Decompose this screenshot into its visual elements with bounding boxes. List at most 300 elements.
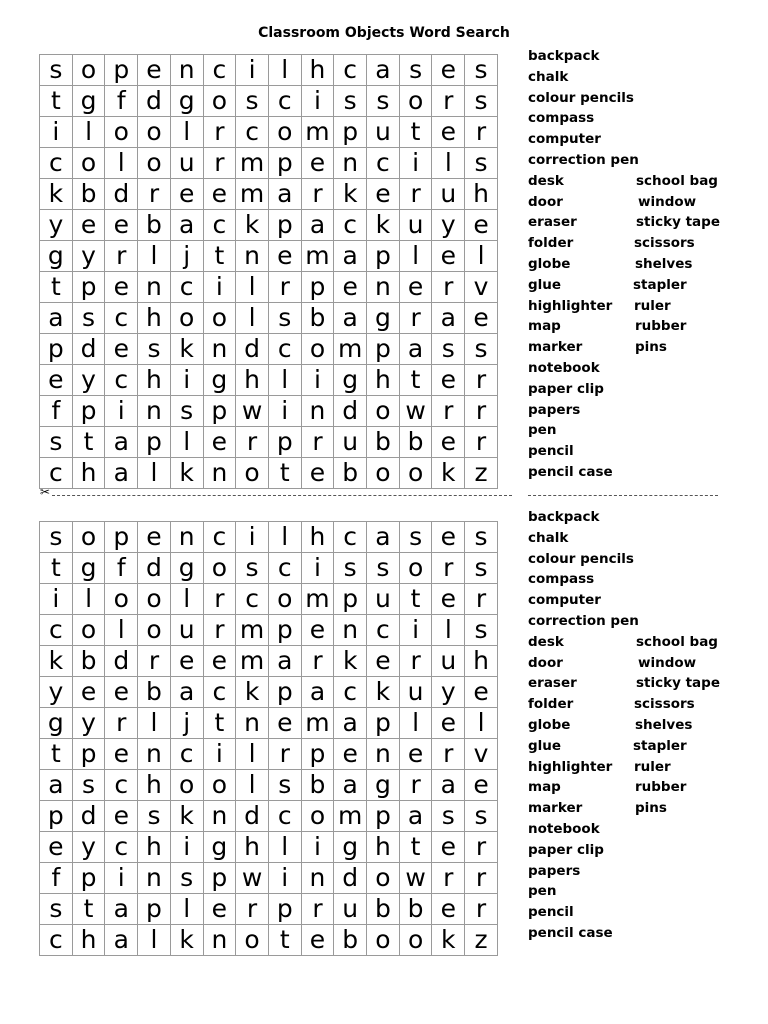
- grid-cell: p: [72, 739, 105, 770]
- grid-row: [40, 739, 498, 770]
- word-item: compass: [528, 571, 595, 588]
- grid-cell: m: [236, 615, 269, 646]
- word-item: marker: [528, 800, 583, 817]
- grid-cell: s: [334, 553, 367, 584]
- grid-cell: m: [301, 241, 334, 272]
- grid-cell: l: [399, 708, 432, 739]
- grid-cell: o: [170, 303, 203, 334]
- grid-cell: i: [301, 86, 334, 117]
- grid-cell: l: [236, 303, 269, 334]
- grid-cell: r: [432, 739, 465, 770]
- grid-cell: d: [72, 801, 105, 832]
- grid-cell: e: [268, 241, 301, 272]
- grid-cell: c: [334, 677, 367, 708]
- grid-cell: o: [105, 117, 138, 148]
- grid-cell: e: [105, 334, 138, 365]
- grid-cell: m: [334, 801, 367, 832]
- grid-cell: e: [203, 646, 236, 677]
- word-item: pins: [635, 800, 667, 817]
- word-item: papers: [528, 862, 581, 879]
- word-item: pencil case: [528, 464, 613, 480]
- grid-cell: e: [203, 427, 236, 458]
- grid-cell: k: [432, 925, 465, 956]
- word-item: paper clip: [528, 380, 604, 397]
- grid-cell: c: [203, 55, 236, 86]
- word-item: computer: [528, 131, 601, 148]
- grid-cell: t: [40, 553, 73, 584]
- word-item: glue: [528, 737, 562, 754]
- word-item: desk: [528, 633, 564, 650]
- grid-cell: n: [138, 272, 171, 303]
- grid-cell: h: [138, 832, 171, 863]
- grid-cell: e: [432, 427, 465, 458]
- grid-cell: l: [138, 925, 171, 956]
- grid-cell: a: [105, 458, 138, 489]
- grid-cell: v: [465, 739, 498, 770]
- grid-cell: n: [301, 396, 334, 427]
- word-item: correction pen: [528, 613, 639, 629]
- word-item: rubber: [635, 779, 687, 796]
- grid-cell: w: [236, 863, 269, 894]
- grid-cell: r: [465, 427, 498, 458]
- grid-cell: n: [203, 925, 236, 956]
- grid-cell: r: [268, 272, 301, 303]
- grid-cell: o: [399, 553, 432, 584]
- grid-cell: k: [40, 646, 73, 677]
- grid-row: [40, 770, 498, 801]
- word-item: globe: [528, 256, 571, 272]
- grid-cell: c: [268, 86, 301, 117]
- grid-cell: t: [203, 241, 236, 272]
- grid-cell: g: [367, 770, 400, 801]
- grid-cell: r: [432, 272, 465, 303]
- grid-cell: s: [268, 770, 301, 801]
- grid-cell: r: [105, 708, 138, 739]
- grid-cell: p: [138, 427, 171, 458]
- grid-cell: r: [138, 179, 171, 210]
- grid-cell: e: [334, 272, 367, 303]
- grid-cell: p: [334, 117, 367, 148]
- grid-cell: p: [40, 334, 73, 365]
- grid-cell: e: [138, 522, 171, 553]
- grid-cell: k: [236, 677, 269, 708]
- grid-cell: l: [268, 55, 301, 86]
- word-item: backpack: [528, 509, 600, 525]
- grid-cell: s: [72, 770, 105, 801]
- grid-cell: g: [72, 553, 105, 584]
- grid-cell: h: [138, 303, 171, 334]
- grid-cell: c: [334, 210, 367, 241]
- grid-cell: n: [367, 272, 400, 303]
- grid-cell: g: [203, 365, 236, 396]
- grid-cell: p: [105, 55, 138, 86]
- grid-cell: c: [105, 303, 138, 334]
- grid-cell: a: [170, 677, 203, 708]
- word-item: highlighter: [528, 297, 613, 314]
- grid-row: [40, 584, 498, 615]
- grid-cell: b: [301, 303, 334, 334]
- grid-cell: c: [236, 117, 269, 148]
- grid-cell: k: [334, 179, 367, 210]
- grid-cell: e: [72, 677, 105, 708]
- grid-cell: a: [40, 770, 73, 801]
- grid-row: [40, 55, 498, 86]
- grid-cell: s: [236, 553, 269, 584]
- grid-cell: n: [301, 863, 334, 894]
- grid-cell: a: [268, 179, 301, 210]
- grid-cell: r: [432, 86, 465, 117]
- grid-cell: k: [236, 210, 269, 241]
- word-item: school bag: [636, 633, 718, 650]
- grid-cell: l: [432, 148, 465, 179]
- grid-cell: w: [236, 396, 269, 427]
- grid-cell: l: [432, 615, 465, 646]
- grid-cell: e: [432, 708, 465, 739]
- grid-cell: s: [236, 86, 269, 117]
- grid-cell: t: [268, 925, 301, 956]
- grid-cell: t: [40, 86, 73, 117]
- grid-cell: d: [105, 179, 138, 210]
- grid-cell: e: [465, 210, 498, 241]
- grid-cell: r: [399, 303, 432, 334]
- grid-cell: e: [432, 241, 465, 272]
- grid-cell: e: [432, 522, 465, 553]
- word-item: door: [528, 654, 563, 671]
- grid-cell: l: [170, 427, 203, 458]
- grid-cell: n: [170, 522, 203, 553]
- grid-cell: h: [301, 522, 334, 553]
- grid-cell: r: [465, 832, 498, 863]
- grid-cell: m: [301, 117, 334, 148]
- grid-cell: s: [465, 522, 498, 553]
- grid-row: [40, 334, 498, 365]
- grid-cell: m: [301, 708, 334, 739]
- grid-cell: h: [465, 646, 498, 677]
- grid-cell: d: [236, 334, 269, 365]
- grid-cell: v: [465, 272, 498, 303]
- word-item: correction pen: [528, 152, 639, 168]
- word-item: paper clip: [528, 841, 604, 858]
- dashed-divider: [528, 495, 718, 496]
- grid-cell: u: [334, 894, 367, 925]
- grid-cell: b: [138, 677, 171, 708]
- grid-cell: p: [268, 615, 301, 646]
- grid-cell: e: [367, 179, 400, 210]
- grid-cell: o: [367, 458, 400, 489]
- grid-cell: h: [367, 365, 400, 396]
- grid-cell: o: [138, 117, 171, 148]
- word-search-grid: [39, 54, 498, 489]
- grid-cell: y: [40, 677, 73, 708]
- grid-cell: i: [301, 553, 334, 584]
- grid-cell: o: [170, 770, 203, 801]
- grid-cell: p: [301, 739, 334, 770]
- grid-cell: r: [236, 427, 269, 458]
- grid-row: [40, 210, 498, 241]
- grid-cell: g: [170, 86, 203, 117]
- grid-cell: o: [367, 863, 400, 894]
- grid-cell: n: [138, 396, 171, 427]
- grid-cell: p: [367, 801, 400, 832]
- grid-cell: l: [268, 832, 301, 863]
- grid-cell: l: [268, 522, 301, 553]
- grid-cell: r: [236, 894, 269, 925]
- grid-cell: s: [40, 55, 73, 86]
- grid-cell: r: [465, 584, 498, 615]
- grid-cell: z: [465, 925, 498, 956]
- grid-cell: p: [367, 708, 400, 739]
- grid-cell: g: [334, 365, 367, 396]
- word-item: door: [528, 193, 563, 210]
- grid-cell: r: [203, 584, 236, 615]
- grid-cell: s: [399, 522, 432, 553]
- grid-row: [40, 615, 498, 646]
- grid-cell: e: [72, 210, 105, 241]
- grid-cell: d: [138, 553, 171, 584]
- grid-cell: o: [268, 584, 301, 615]
- grid-cell: p: [40, 801, 73, 832]
- grid-cell: c: [268, 553, 301, 584]
- word-item: colour pencils: [528, 89, 634, 106]
- grid-cell: s: [465, 86, 498, 117]
- grid-cell: e: [203, 894, 236, 925]
- grid-cell: s: [138, 334, 171, 365]
- grid-cell: e: [170, 646, 203, 677]
- word-item: school bag: [636, 172, 718, 189]
- grid-cell: l: [236, 272, 269, 303]
- grid-cell: p: [72, 396, 105, 427]
- grid-row: [40, 86, 498, 117]
- grid-row: [40, 458, 498, 489]
- grid-cell: g: [367, 303, 400, 334]
- grid-cell: e: [432, 584, 465, 615]
- grid-cell: e: [105, 210, 138, 241]
- grid-cell: w: [399, 396, 432, 427]
- grid-cell: n: [334, 148, 367, 179]
- word-item: pencil: [528, 443, 574, 460]
- grid-cell: i: [236, 55, 269, 86]
- grid-cell: b: [334, 458, 367, 489]
- grid-cell: c: [268, 801, 301, 832]
- grid-cell: r: [399, 770, 432, 801]
- grid-cell: j: [170, 241, 203, 272]
- grid-cell: o: [399, 86, 432, 117]
- grid-cell: o: [203, 770, 236, 801]
- grid-cell: o: [301, 334, 334, 365]
- grid-row: [40, 677, 498, 708]
- grid-cell: i: [40, 584, 73, 615]
- grid-cell: l: [399, 241, 432, 272]
- grid-cell: f: [40, 863, 73, 894]
- grid-cell: c: [40, 615, 73, 646]
- grid-row: [40, 925, 498, 956]
- grid-cell: c: [203, 210, 236, 241]
- grid-cell: u: [367, 584, 400, 615]
- grid-cell: s: [72, 303, 105, 334]
- grid-cell: e: [367, 646, 400, 677]
- grid-cell: c: [334, 55, 367, 86]
- grid-cell: t: [40, 272, 73, 303]
- grid-cell: c: [367, 148, 400, 179]
- grid-cell: o: [72, 522, 105, 553]
- grid-row: [40, 303, 498, 334]
- grid-cell: r: [268, 739, 301, 770]
- grid-cell: s: [138, 801, 171, 832]
- grid-cell: n: [203, 458, 236, 489]
- grid-cell: e: [432, 55, 465, 86]
- grid-cell: m: [334, 334, 367, 365]
- grid-cell: k: [432, 458, 465, 489]
- grid-cell: p: [268, 677, 301, 708]
- grid-cell: a: [432, 303, 465, 334]
- grid-cell: i: [170, 365, 203, 396]
- grid-cell: l: [236, 739, 269, 770]
- grid-cell: j: [170, 708, 203, 739]
- grid-cell: o: [203, 86, 236, 117]
- word-item: scissors: [634, 696, 695, 713]
- grid-cell: e: [301, 458, 334, 489]
- word-item: pen: [528, 422, 557, 439]
- grid-cell: r: [203, 615, 236, 646]
- grid-cell: n: [138, 863, 171, 894]
- word-item: map: [528, 779, 561, 796]
- grid-cell: n: [236, 241, 269, 272]
- grid-cell: l: [138, 458, 171, 489]
- grid-cell: e: [105, 739, 138, 770]
- grid-cell: e: [301, 148, 334, 179]
- grid-cell: r: [203, 148, 236, 179]
- grid-cell: i: [268, 863, 301, 894]
- grid-cell: p: [72, 863, 105, 894]
- grid-cell: l: [236, 770, 269, 801]
- grid-cell: s: [367, 553, 400, 584]
- grid-cell: h: [367, 832, 400, 863]
- grid-cell: i: [203, 739, 236, 770]
- grid-row: [40, 708, 498, 739]
- grid-cell: o: [138, 148, 171, 179]
- grid-cell: d: [236, 801, 269, 832]
- word-item: ruler: [634, 758, 671, 775]
- grid-cell: u: [170, 615, 203, 646]
- grid-cell: t: [268, 458, 301, 489]
- grid-cell: b: [138, 210, 171, 241]
- grid-cell: s: [170, 863, 203, 894]
- grid-cell: a: [399, 801, 432, 832]
- grid-cell: n: [367, 739, 400, 770]
- grid-cell: k: [170, 801, 203, 832]
- grid-cell: l: [170, 584, 203, 615]
- grid-cell: e: [465, 677, 498, 708]
- grid-cell: l: [465, 708, 498, 739]
- grid-cell: d: [138, 86, 171, 117]
- grid-cell: f: [105, 86, 138, 117]
- grid-cell: l: [105, 615, 138, 646]
- grid-cell: r: [105, 241, 138, 272]
- grid-cell: s: [40, 427, 73, 458]
- grid-cell: s: [432, 801, 465, 832]
- word-item: pen: [528, 883, 557, 900]
- grid-cell: a: [334, 708, 367, 739]
- word-item: globe: [528, 717, 571, 733]
- grid-row: [40, 522, 498, 553]
- grid-cell: s: [40, 894, 73, 925]
- grid-cell: e: [432, 365, 465, 396]
- grid-cell: r: [465, 863, 498, 894]
- grid-cell: y: [72, 365, 105, 396]
- grid-cell: h: [138, 770, 171, 801]
- word-item: eraser: [528, 214, 577, 231]
- grid-cell: e: [268, 708, 301, 739]
- grid-cell: p: [203, 863, 236, 894]
- word-item: notebook: [528, 360, 600, 376]
- grid-row: [40, 863, 498, 894]
- grid-cell: p: [367, 241, 400, 272]
- grid-cell: e: [432, 894, 465, 925]
- grid-cell: o: [268, 117, 301, 148]
- grid-cell: b: [72, 646, 105, 677]
- word-item: eraser: [528, 675, 577, 692]
- grid-cell: a: [105, 925, 138, 956]
- grid-cell: a: [334, 241, 367, 272]
- grid-cell: g: [170, 553, 203, 584]
- grid-cell: g: [40, 708, 73, 739]
- grid-cell: g: [203, 832, 236, 863]
- grid-cell: c: [170, 739, 203, 770]
- grid-cell: o: [236, 458, 269, 489]
- grid-cell: k: [334, 646, 367, 677]
- grid-cell: l: [138, 241, 171, 272]
- word-item: compass: [528, 110, 595, 127]
- word-item: colour pencils: [528, 550, 634, 567]
- grid-cell: a: [105, 427, 138, 458]
- grid-cell: e: [40, 832, 73, 863]
- grid-cell: i: [170, 832, 203, 863]
- grid-cell: k: [367, 677, 400, 708]
- word-item: sticky tape: [636, 214, 720, 231]
- grid-cell: m: [236, 646, 269, 677]
- word-item: folder: [528, 235, 574, 252]
- grid-cell: y: [72, 832, 105, 863]
- grid-cell: f: [105, 553, 138, 584]
- grid-cell: w: [399, 863, 432, 894]
- grid-cell: g: [334, 832, 367, 863]
- grid-cell: o: [399, 925, 432, 956]
- grid-cell: r: [301, 179, 334, 210]
- word-item: sticky tape: [636, 675, 720, 692]
- grid-cell: b: [367, 427, 400, 458]
- grid-cell: e: [465, 770, 498, 801]
- grid-cell: b: [399, 427, 432, 458]
- grid-cell: y: [40, 210, 73, 241]
- grid-cell: c: [40, 925, 73, 956]
- grid-cell: i: [105, 863, 138, 894]
- grid-cell: r: [465, 894, 498, 925]
- word-item: shelves: [635, 256, 693, 272]
- grid-cell: e: [105, 272, 138, 303]
- grid-cell: s: [367, 86, 400, 117]
- grid-cell: u: [367, 117, 400, 148]
- grid-cell: s: [334, 86, 367, 117]
- grid-cell: p: [301, 272, 334, 303]
- grid-cell: l: [170, 117, 203, 148]
- grid-cell: s: [465, 615, 498, 646]
- grid-cell: t: [72, 894, 105, 925]
- grid-cell: m: [236, 148, 269, 179]
- word-item: desk: [528, 172, 564, 189]
- grid-cell: e: [203, 179, 236, 210]
- word-item: stapler: [633, 276, 687, 293]
- grid-cell: s: [465, 334, 498, 365]
